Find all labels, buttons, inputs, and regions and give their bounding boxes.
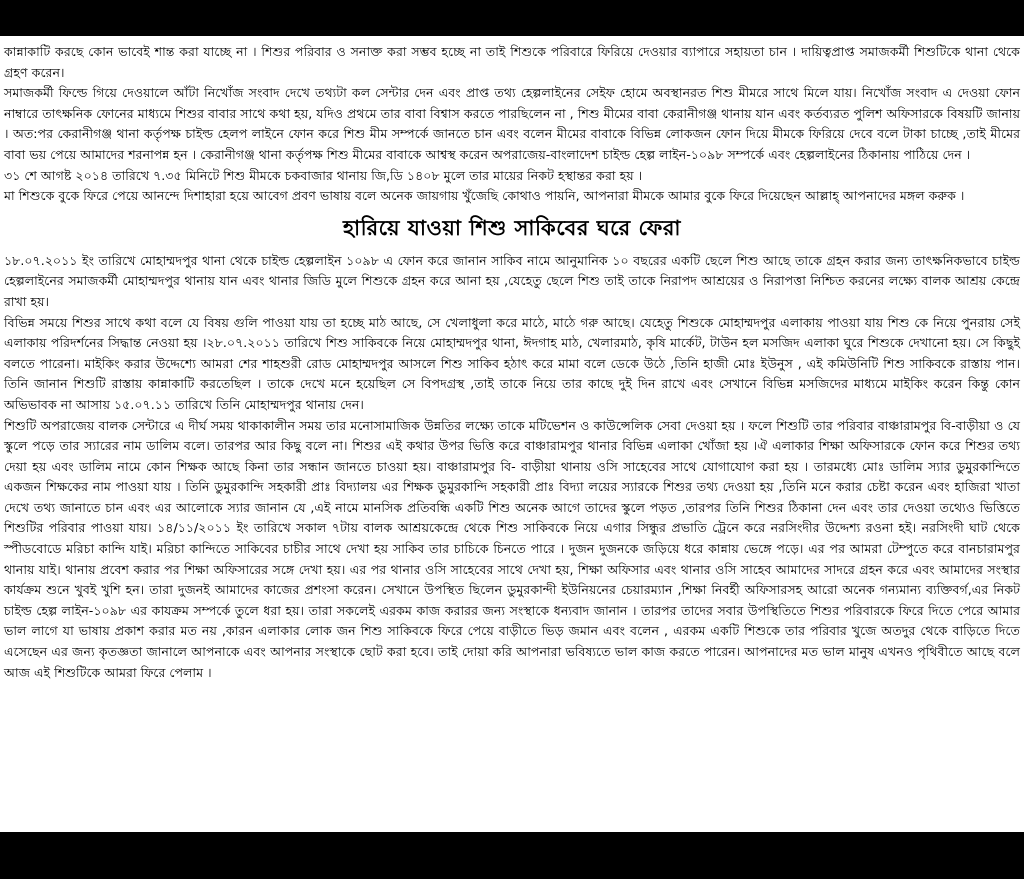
story1-paragraph-2: সমাজকর্মী ফিল্ডে গিয়ে দেওয়ালে আঁটা নিখোঁজ সংবাদ দেখে তথ্যটা কল সেন্টার দেন এবং প্রাপ্ত তথ্য হেল্পলাইনের সেইফ হোমে অবস্থানরত শিশু মীমরে সাথে মিলে যায়। নিখোঁজ সংবাদ এ দেওয়া ফোন নাম্বারে তাৎক্ষনিক ফোনের মাধ্যমে শিশুর বাবার সাথে কথা হয়, যদিও প্রথমে তার বাবা বিশ্বাস করতে পারছিলেন না , শিশু মীমের বাবা কেরানীগঞ্জ থানায় যান এবং কর্তব্যরত পুলিশ অফিসারকে বিষয়টি জানায় । অত:পর কেরানীগঞ্জ থানা কর্তৃপক্ষ চাইল্ড হেলপ লাইনে ফোন করে শিশু মীম সম্পর্কে জানতে চান এবং বলেন মীমের বাবাকে বিভিন্ন লোকজন ফোন দিয়ে মীমকে ফিরিয়ে দেবে বলে টাকা চাচ্ছে ,তাই মীমের বাবা ভয় পেয়ে আমাদের শরনাপন্ন হন । কেরানীগঞ্জ থানা কর্তৃপক্ষ শিশু মীমের বাবাকে আশ্বস্থ করেন অপরাজেয়-বাংলাদেশ চাইল্ড হেল্প লাইন-১০৯৮ সম্পর্কে এবং হেল্পলাইনের ঠিকানায় পাঠিয়ে দেন । (4, 85, 1020, 162)
story1-paragraph-4: মা শিশুকে বুকে ফিরে পেয়ে আনন্দে দিশাহারা হয়ে আবেগ প্রবণ ভাষায় বলে অনেক জায়গায় খুঁজেছি কোথাও পায়নি, আপনারা মীমকে আমার বুকে ফিরে দিয়েছেন আল্লাহ্ আপনাদের মঙ্গল করুক । (4, 188, 965, 204)
story2-paragraph-1: ১৮.০৭.২০১১ ইং তারিখে মোহাম্মদপুর থানা থেকে চাইল্ড হেল্পলাইন ১০৯৮ এ ফোন করে জানান সাকিব নামে আনুমানিক ১০ বছরের একটি ছেলে শিশু আছে তাকে গ্রহন করার জন্য তাৎক্ষনিকভাবে চাইল্ড হেল্পলাইনের সমাজকর্মী মোহাম্মদপুর থানায় যান এবং থানার জিডি মুলে শিশুকে গ্রহন করে আনা হয় ,যেহেতু ছেলে শিশু তাই তাকে নিরাপদ আশ্রয়ের ও নিরাপত্তা নিশ্চিত করনের লক্ষ্যে বালক আশ্রয় কেন্দ্রে রাখা হয়। (4, 252, 1020, 309)
document-page (0, 36, 1024, 832)
story1-paragraph-3: ৩১ শে আগষ্ট ২০১৪ তারিখে ৭.৩৫ মিনিটে শিশু মীমকে চকবাজার থানায় জি,ডি ১৪০৮ মুলে তার মায়ের নিকট হস্থান্তর করা হয় । (4, 167, 643, 183)
story2-paragraph-3: শিশুটি অপরাজেয় বালক সেন্টারে এ দীর্ঘ সময় থাকাকালীন সময় তার মনোসামাজিক উন্নতির লক্ষ্যে তাকে মটিভেশন ও কাউন্সেলিক সেবা দেওয়া হয় । ফলে শিশুটি তার পরিবার বাঞ্চারামপুর বি-বাড়ীয়া ও যে স্কুলে পড়ে তার স্যারের নাম ডালিম বলে। তারপর আর কিছু বলে না। শিশুর এই কথার উপর ভিত্তি করে বাঞ্চারামপুর থানার বিভিন্ন এলাকা খোঁজা হয় ।ঐ এলাকার শিক্ষা অফিসারকে ফোন করে শিশুর তথ্য দেয়া হয় এবং ডালিম নামে কোন শিক্ষক আছে কিনা তার সন্ধান জানতে চাওয়া হয়। বাঞ্চারামপুর বি- বাড়ীয়া থানায় ওসি সাহেবের সাথে যোগাযোগ করা হয় । তারমধ্যে মোঃ ডালিম স্যার ডুমুরকান্দিতে একজন শিক্ষকের নাম পাওয়া যায় । তিনি ডুমুরকান্দি সহকারী প্রাঃ বিদ্যালয় এর শিক্ষক ডুমুরকান্দি সহকারী প্রাঃ বিদ্যা লয়ের স্যারকে শিশুর তথ্য দেওয়া হয় ,তিনি মনে করার চেষ্টা করেন এবং হাজিরা খাতা দেখে তথ্য জানাতে চান এবং এর আলোকে স্যার জানান যে ,এই নামে মানসিক প্রতিবন্ধি একটি শিশু অনেক আগে তাদের স্কুলে পড়ত ,তারপর তিনি শিশুর ঠিকানা দেন এবং তার দেওয়া তথ্যেও ভিত্তিতে শিশুটির পরিবার পাওয়া যায়। ১৪/১১/২০১১ ইং তারিখে সকাল ৭টায় বালক আশ্রয়কেন্দ্রে থেকে শিশু সাকিবকে নিয়ে এগার সিন্ধুর প্রভাতি ট্রেনে করে নরসিংদীর উদ্দেশ্য রওনা হই। নরসিংদী ঘাট থেকে স্পীডবোডে মরিচা কান্দি যাই। মরিচা কান্দিতে সাকিবের চাচীর সাথে দেখা হয় সাকিব তার চাচিকে চিনতে পারে । দুজন দুজনকে জড়িয়ে ধরে কান্নায় ভেঙ্গে পড়ে। এর পর আমরা টেম্পুতে করে বানচারামপুর থানায় যাই। থানায় প্রবেশ করার পর শিক্ষা অফিসারের সঙ্গে দেখা হয়। এর পর থানার ওসি সাহেবের সাথে দেখা হয়, শিক্ষা অফিসার এবং থানার ওসি সাহেব আমাদের সাদরে গ্রহন করে এবং আমাদের সংস্থার কার্যক্রম শুনে খুবই খুশি হন। তারা দুজনই আমাদের কাজের প্রশংসা করেন। সেখানে উপস্থিত ছিলেন ডুমুরকান্দী ইউনিয়নের চেয়ারম্যান ,শিক্ষা নিবর্হী অফিসারসহ আরো অনেক গন্যমান্য ব্যক্তিবর্গ,এর নিকট চাইল্ড হেল্প লাইন-১০৯৮ এর কাযক্রম সম্পর্কে তুলে ধরা হয়। তারা সকলেই এরকম কাজ করারর জন্য সংস্থাকে ধন্যবাদ জানান । তারপর তাদের সবার উপস্থিতিতে শিশুর পরিবারকে ফিরে দিতে পেরে আমার ভাল লাগে যা ভাষায় প্রকাশ করার মত নয় ,কারন এলাকার লোক জন শিশু সাকিবকে ফিরে পেয়ে বাড়ীতে ভিড় জমান এবং বলেন , এরকম একটি শিশুকে তার পরিবার খুজে অতদুর থেকে বাড়িতে দিতে এসেছেন এর জন্য কৃতজ্ঞতা জানালে আপনাকে এবং আপনার সংস্থাকে ছোট করা হবে। তাই দোয়া করি আপনারা ভবিষ্যতে ভাল কাজ করতে পারেন। আপনাদের মত ভাল মানুষ এখনও পৃথিবীতে আছে বলে আজ এই শিশুটিকে আমরা ফিরে পেলাম । (4, 417, 1020, 680)
story2-paragraph-2: বিভিন্ন সময়ে শিশুর সাথে কথা বলে যে বিষয় গুলি পাওয়া যায় তা হচ্ছে মাঠ আছে, সে খেলাধুলা করে মাঠে, মাঠে গরু আছে। যেহেতু শিশুকে মোহাম্মদপুর এলাকায় পাওয়া যায় শিশু কে নিয়ে পুনরায় সেই এলাকায় পরিদর্শনের সিদ্ধান্ত নেওয়া হয় ।২৮.০৭.২০১১ তারিখে শিশু সাকিবকে নিয়ে মোহাম্মদপুর থানা, ঈদগাহ মাঠ, খেলারমাঠ, কৃষি মার্কেট, টাউন হল মসজিদ এলাকা ঘুরে শিশুকে দেখানো হয়। সে কিছুই বলতে পারেনা। মাইকিং করার উদ্দেশ্যে আমরা শের শাহশুরী রোড মোহাম্মদপুর আসলে শিশু সাকিব হঠাৎ করে মামা বলে ডেকে উঠে ,তিনি হাজী মোঃ ইউনুস , এই কমিউনিটি শিশু সাকিবকে রাস্তায় পান। তিনি জানান শিশুটি রাস্তায় কান্নাকাটি করতেছিল । তাকে দেখে মনে হয়েছিল সে বিপদগ্রস্থ ,তাই তাকে নিয়ে তার কাছে দুই দিন রাখে এবং সেখানে বিভিন্ন মসজিদের মাধ্যমে মাইকিং করেন কিন্তু কোন অভিভাবক না আসায় ১৫.০৭.১১ তারিখে তিনি মোহাম্মদপুর থানায় দেন। (4, 314, 1020, 412)
story2-title: হারিয়ে যাওয়া শিশু সাকিবের ঘরে ফেরা (343, 215, 681, 240)
story1-paragraph-1: কান্নাকাটি করছে কোন ভাবেই শান্ত করা যাচ্ছে না । শিশুর পরিবার ও সনাক্ত করা সম্ভব হচ্ছে না তাই শিশুকে পরিবারে ফিরিয়ে দেওয়ার ব্যাপারে সহায়তা চান । দায়িত্বপ্রাপ্ত সমাজকর্মী শিশুটিকে থানা থেকে গ্রহণ করেন। (4, 44, 1020, 80)
